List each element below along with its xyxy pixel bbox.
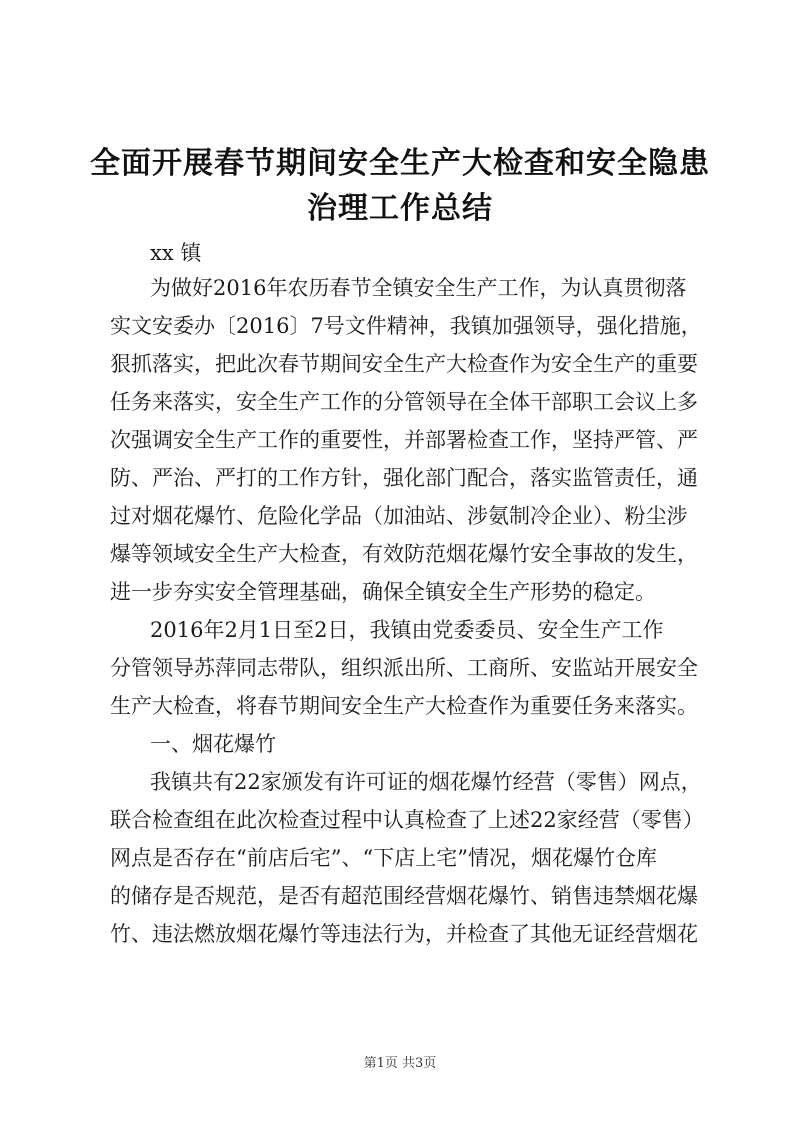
paragraph-line: 2016年2月1日至2日，我镇由党委委员、安全生产工作 [150,618,664,642]
paragraph-line: 次强调安全生产工作的重要性，并部署检查工作，坚持严管、严 [110,428,698,452]
paragraph-line: 实文安委办〔2016〕7号文件精神，我镇加强领导，强化措施， [110,314,702,338]
paragraph-line: 的储存是否规范，是否有超范围经营烟花爆竹、销售违禁烟花爆 [110,884,698,908]
paragraph-line: 任务来落实，安全生产工作的分管领导在全体干部职工会议上多 [110,390,698,414]
section-heading: 一、烟花爆竹 [150,732,276,756]
paragraph-line: 生产大检查，将春节期间安全生产大检查作为重要任务来落实。 [110,694,698,718]
document-title-line-2: 治理工作总结 [307,191,493,226]
paragraph-line: 网点是否存在“前店后宅”、“下店上宅”情况，烟花爆竹仓库 [110,846,657,870]
paragraph-line: 爆等领域安全生产大检查，有效防范烟花爆竹安全事故的发生， [110,542,698,566]
paragraph-line: 联合检查组在此次检查过程中认真检查了上述22家经营（零售） [110,808,704,832]
paragraph-line: 竹、违法燃放烟花爆竹等违法行为，并检查了其他无证经营烟花 [110,922,698,946]
paragraph-line: 过对烟花爆竹、危险化学品（加油站、涉氨制冷企业）、粉尘涉 [110,504,688,528]
author-line: xx 镇 [150,241,202,265]
paragraph-line: 狠抓落实，把此次春节期间安全生产大检查作为安全生产的重要 [110,352,698,376]
paragraph-line: 进一步夯实安全管理基础，确保全镇安全生产形势的稳定。 [110,580,656,604]
paragraph-line: 分管领导苏萍同志带队，组织派出所、工商所、安监站开展安全 [110,656,698,680]
document-title-line-1: 全面开展春节期间安全生产大检查和安全隐患 [90,146,710,181]
paragraph-line: 为做好2016年农历春节全镇安全生产工作，为认真贯彻落 [150,276,687,300]
page-footer: 第1页 共3页 [363,1056,437,1071]
paragraph-line: 防、严治、严打的工作方针，强化部门配合，落实监管责任，通 [110,466,698,490]
paragraph-line: 我镇共有22家颁发有许可证的烟花爆竹经营（零售）网点， [150,770,702,794]
